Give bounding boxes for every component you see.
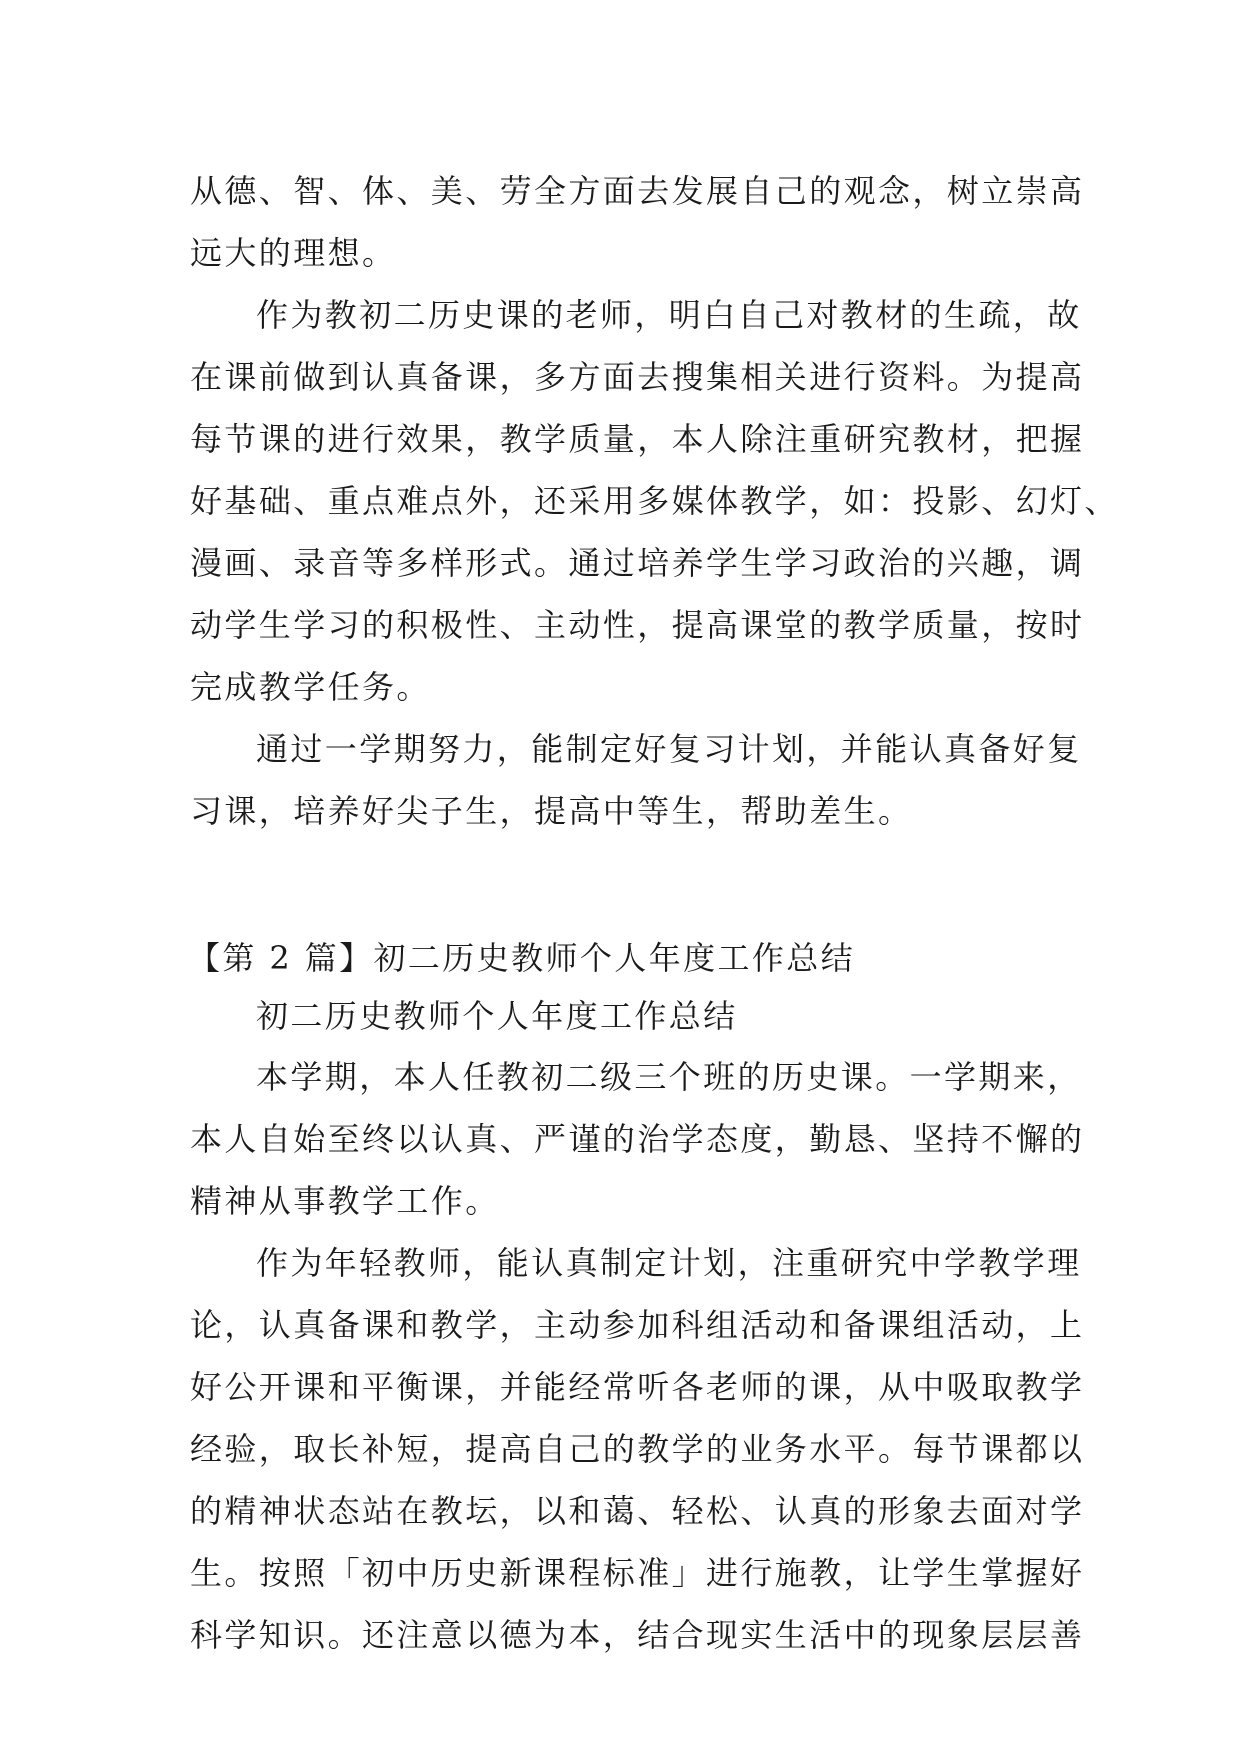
text-line: 通过一学期努力，能制定好复习计划，并能认真备好复: [256, 730, 1082, 768]
text-line: 的精神状态站在教坛，以和蔼、轻松、认真的形象去面对学: [190, 1492, 1085, 1530]
text-line: 科学知识。还注意以德为本，结合现实生活中的现象层层善: [190, 1616, 1085, 1654]
text-line: 作为教初二历史课的老师，明白自己对教材的生疏，故: [256, 296, 1082, 334]
paragraph-continuation: [190, 160, 1085, 284]
paragraph-intro: [190, 1046, 1085, 1232]
text-line: 好公开课和平衡课，并能经常听各老师的课，从中吸取教学: [190, 1368, 1085, 1406]
document-page: [188, 160, 1119, 1666]
text-line: 好基础、重点难点外，还采用多媒体教学，如：投影、幻灯、: [190, 482, 1119, 520]
article-2: [188, 930, 1085, 1666]
text-line: 每节课的进行效果，教学质量，本人除注重研究教材，把握: [190, 420, 1085, 458]
text-line: 远大的理想。: [190, 234, 397, 272]
text-line: 漫画、录音等多样形式。通过培养学生学习政治的兴趣，调: [190, 544, 1085, 582]
article-subtitle: 初二历史教师个人年度工作总结: [256, 997, 738, 1035]
paragraph-review-plan: [190, 718, 1082, 842]
text-line: 在课前做到认真备课，多方面去搜集相关进行资料。为提高: [190, 358, 1085, 396]
text-line: 作为年轻教师，能认真制定计划，注重研究中学教学理: [256, 1244, 1082, 1282]
text-line: 生。按照「初中历史新课程标准」进行施教，让学生掌握好: [190, 1554, 1085, 1592]
text-line: 习课，培养好尖子生，提高中等生，帮助差生。: [190, 792, 913, 830]
text-line: 论，认真备课和教学，主动参加科组活动和备课组活动，上: [190, 1306, 1085, 1344]
text-line: 动学生学习的积极性、主动性，提高课堂的教学质量，按时: [190, 606, 1085, 644]
text-line: 从德、智、体、美、劳全方面去发展自己的观念，树立崇高: [190, 172, 1085, 210]
article-heading: 【第 2 篇】初二历史教师个人年度工作总结: [188, 939, 856, 977]
text-line: 本人自始至终以认真、严谨的治学态度，勤恳、坚持不懈的: [190, 1120, 1085, 1158]
text-line: 经验，取长补短，提高自己的教学的业务水平。每节课都以: [190, 1430, 1085, 1468]
paragraph-teaching-prep: [190, 284, 1119, 718]
text-line: 本学期，本人任教初二级三个班的历史课。一学期来，: [256, 1058, 1082, 1096]
section-gap: [190, 842, 1070, 930]
text-line: 精神从事教学工作。: [190, 1182, 500, 1220]
paragraph-young-teacher: [190, 1232, 1085, 1666]
text-line: 完成教学任务。: [190, 668, 431, 706]
